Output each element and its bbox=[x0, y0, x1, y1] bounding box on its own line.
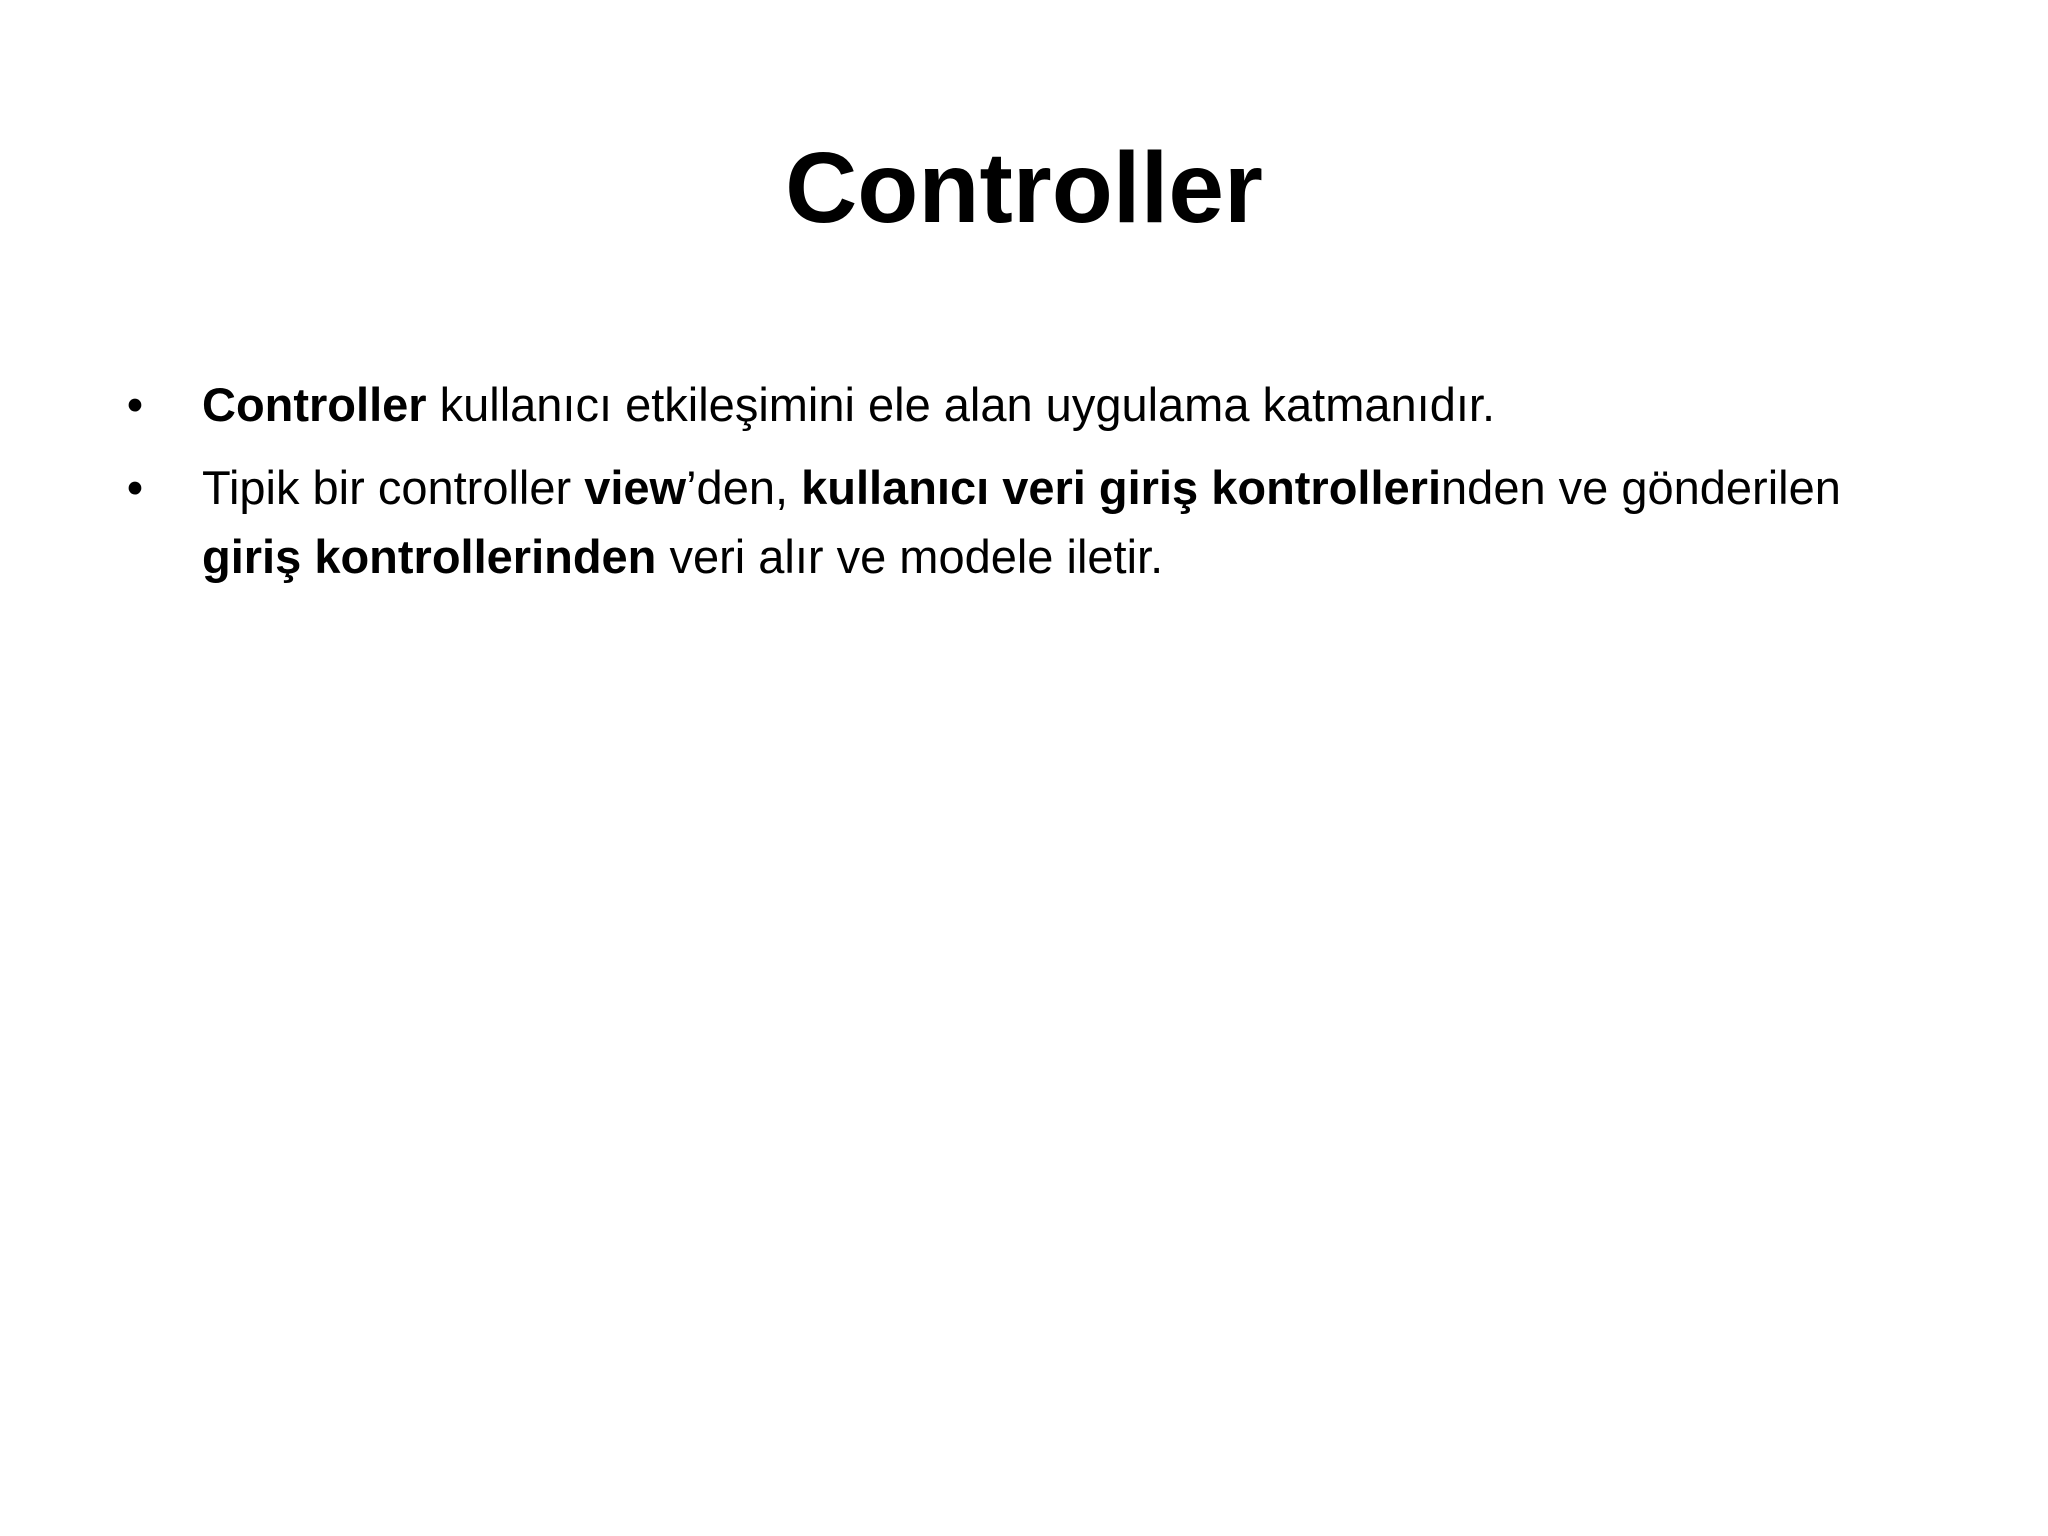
bullet-text-run: kullanıcı etkileşimini ele alan uygulama katmanıdır. bbox=[426, 378, 1496, 431]
slide-title: Controller bbox=[785, 132, 1263, 244]
bullet-item bbox=[120, 370, 1920, 439]
bullet-icon: • bbox=[126, 461, 144, 514]
bullet-text-run: view bbox=[584, 461, 687, 514]
bullet-icon: • bbox=[126, 378, 144, 431]
bullet-text-run: ’den, bbox=[686, 461, 802, 514]
bullet-item bbox=[120, 453, 1920, 591]
bullet-text-run: giriş kontrollerinden bbox=[202, 530, 657, 583]
bullet-text-run: veri alır ve modele iletir. bbox=[656, 530, 1164, 583]
bullet-text-run: nden ve gönderilen bbox=[1441, 461, 1841, 514]
bullet-text-run: Tipik bir controller bbox=[202, 461, 585, 514]
bullet-text-run: kullanıcı veri giriş kontrolleri bbox=[801, 461, 1442, 514]
bullet-list bbox=[120, 370, 1920, 605]
bullet-text-run: Controller bbox=[202, 378, 427, 431]
